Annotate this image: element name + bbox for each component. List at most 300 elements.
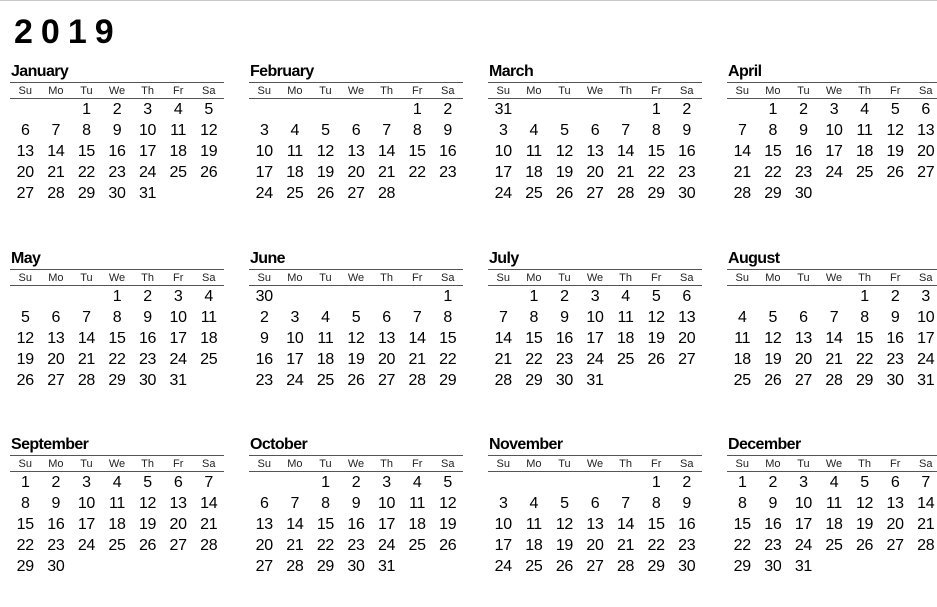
day-cell: 27 [169,537,187,554]
weekday-label: Mo [765,457,781,470]
day-cell: 14 [494,330,512,347]
day-cell: 6 [173,474,183,491]
weekday-label: We [825,271,843,284]
day-cell: 30 [555,372,574,389]
day-cell [549,472,580,493]
day-cell: 26 [138,537,157,554]
weekday-label: Sa [680,84,694,97]
day-cell: 6 [682,288,691,305]
day-cell: 14 [200,495,218,512]
day-cell: 6 [590,122,600,139]
day-cell: 5 [443,474,452,491]
day-cell: 31 [917,372,935,389]
weekday-label: Fr [889,457,901,470]
day-cell: 2 [768,474,778,491]
day-cell: 18 [525,164,543,181]
weekday-label: Mo [526,457,542,470]
month-october [249,435,463,577]
day-cell: 8 [112,309,122,326]
day-cell: 5 [204,101,213,118]
day-cell: 14 [616,516,635,533]
day-cell: 30 [255,288,273,305]
day-cell [880,183,911,204]
day-cell: 13 [377,330,396,347]
day-cell: 21 [733,164,751,181]
day-cell: 20 [586,537,604,554]
day-cell: 17 [169,330,187,347]
day-cell [10,99,41,120]
weekday-label: Th [619,271,633,284]
day-cell: 22 [77,164,96,181]
day-cell: 23 [138,351,157,368]
day-cell: 11 [286,143,303,160]
day-cell: 10 [255,143,273,160]
day-cell [71,286,102,307]
day-cell: 19 [347,351,365,368]
day-cell: 24 [138,164,157,181]
day-cell: 4 [529,495,539,512]
weekday-label: Sa [680,457,694,470]
day-cell: 29 [108,372,126,389]
day-cell: 8 [443,309,452,326]
month-name: October [250,436,308,453]
day-cell: 30 [678,558,696,575]
day-cell: 29 [855,372,874,389]
day-cell: 29 [647,558,665,575]
month-march [488,62,702,204]
day-cell [819,286,850,307]
day-cell: 2 [259,309,269,326]
day-cell [880,556,911,577]
day-cell: 20 [255,537,273,554]
day-cell: 10 [825,122,843,139]
day-cell: 11 [317,330,334,347]
day-grid [488,99,702,204]
day-cell [193,370,224,391]
day-cell: 3 [173,288,183,305]
day-cell: 27 [347,185,365,202]
day-cell: 6 [382,309,391,326]
day-cell: 2 [682,101,691,118]
day-cell: 16 [794,143,813,160]
weekday-label: Tu [80,457,93,470]
day-cell: 4 [829,474,839,491]
day-cell: 15 [733,516,751,533]
day-cell: 29 [764,185,782,202]
month-name: September [11,436,89,453]
weekday-label: Sa [202,457,216,470]
day-cell: 8 [82,122,91,139]
day-cell [341,286,372,307]
day-cell: 17 [255,164,273,181]
month-name: November [489,436,563,453]
day-cell: 9 [112,122,122,139]
weekday-label: Tu [80,84,93,97]
day-cell: 22 [525,351,543,368]
day-cell: 11 [525,516,542,533]
day-cell: 26 [886,164,904,181]
day-cell: 21 [408,351,426,368]
day-cell: 2 [560,288,569,305]
weekday-label: We [108,84,126,97]
day-cell: 7 [621,495,630,512]
month-name: January [11,63,69,80]
weekday-label: Th [619,457,633,470]
day-cell: 15 [439,330,457,347]
day-cell: 22 [408,164,426,181]
day-cell: 6 [51,309,61,326]
day-grid [249,99,463,204]
day-cell: 23 [47,537,65,554]
day-cell: 28 [494,372,512,389]
day-cell: 21 [286,537,304,554]
day-cell: 7 [412,309,422,326]
day-cell: 13 [255,516,273,533]
day-cell: 7 [382,122,391,139]
day-cell [41,286,72,307]
day-cell: 25 [855,164,874,181]
day-cell: 23 [555,351,574,368]
day-cell: 18 [200,330,218,347]
day-cell: 30 [108,185,126,202]
day-cell: 20 [794,351,813,368]
day-cell: 28 [408,372,426,389]
month-name: July [489,250,519,267]
weekday-label: Mo [287,84,303,97]
day-cell [610,99,641,120]
day-cell [910,183,937,204]
day-cell: 16 [347,516,365,533]
day-cell: 10 [138,122,157,139]
day-cell [249,99,280,120]
day-cell: 7 [51,122,61,139]
weekday-label: Sa [919,271,933,284]
day-cell: 3 [498,495,508,512]
day-cell: 11 [617,309,634,326]
weekday-label: Th [858,457,872,470]
month-january [10,62,224,204]
day-cell: 3 [143,101,152,118]
day-cell: 24 [77,537,96,554]
weekday-label: Th [141,457,155,470]
day-cell: 17 [377,516,396,533]
day-cell: 9 [560,309,569,326]
day-cell: 14 [47,143,65,160]
day-cell: 8 [737,495,747,512]
month-name: June [250,250,285,267]
month-july [488,249,702,391]
month-november [488,435,702,577]
day-grid [727,99,937,204]
day-cell: 29 [733,558,751,575]
weekday-label: Sa [441,84,455,97]
day-cell: 27 [586,558,604,575]
day-cell: 3 [82,474,91,491]
day-cell [610,472,641,493]
day-cell: 23 [886,351,904,368]
day-cell: 6 [921,101,930,118]
weekday-label: Mo [48,271,64,284]
day-cell: 17 [494,537,512,554]
weekday-label: Th [858,271,872,284]
day-cell: 30 [678,185,696,202]
day-cell: 2 [443,101,452,118]
day-cell: 11 [856,122,873,139]
day-cell: 19 [886,143,904,160]
day-cell: 6 [799,309,808,326]
weekday-label: Fr [172,84,184,97]
weekday-label: Mo [526,271,542,284]
day-cell: 4 [529,122,539,139]
day-cell: 17 [138,143,157,160]
day-cell [371,286,402,307]
day-cell: 26 [764,372,782,389]
day-cell: 8 [321,495,330,512]
day-cell [310,99,341,120]
day-cell [580,99,611,120]
day-cell: 10 [169,309,187,326]
weekday-label: Th [380,271,394,284]
weekday-label: Sa [919,457,933,470]
weekday-label: Tu [558,84,571,97]
day-cell: 28 [47,185,65,202]
weekday-label: Mo [287,457,303,470]
day-cell [519,99,550,120]
month-name: February [250,63,314,80]
day-cell: 6 [259,495,269,512]
day-cell [788,286,819,307]
weekday-label: Su [257,84,272,97]
day-cell: 10 [494,143,512,160]
day-cell: 12 [855,495,874,512]
weekday-header [727,269,937,286]
day-cell: 14 [733,143,751,160]
day-cell: 12 [439,495,457,512]
day-cell: 1 [20,474,30,491]
day-cell: 19 [764,351,782,368]
weekday-label: Tu [797,457,810,470]
weekday-label: Su [18,457,33,470]
day-cell: 25 [169,164,187,181]
day-cell: 22 [108,351,126,368]
day-cell [371,99,402,120]
day-cell: 12 [764,330,782,347]
day-cell: 18 [316,351,335,368]
day-cell [849,183,880,204]
day-cell: 14 [825,330,843,347]
day-cell: 24 [825,164,843,181]
top-border [0,0,937,1]
day-cell: 15 [764,143,782,160]
day-cell: 24 [917,351,935,368]
day-cell: 20 [886,516,904,533]
weekday-header [10,455,224,472]
day-cell: 13 [16,143,34,160]
day-cell: 8 [768,122,778,139]
day-cell: 6 [20,122,30,139]
day-cell: 23 [678,164,696,181]
day-cell: 1 [768,101,778,118]
day-cell: 2 [351,474,361,491]
weekday-label: Fr [411,84,423,97]
weekday-label: Fr [411,457,423,470]
day-cell: 13 [794,330,813,347]
day-cell: 13 [586,516,604,533]
day-cell: 17 [794,516,813,533]
weekday-label: We [825,457,843,470]
day-cell: 5 [351,309,361,326]
day-grid [488,286,702,391]
day-cell: 19 [555,164,574,181]
day-cell: 19 [200,143,218,160]
day-cell: 18 [408,516,426,533]
weekday-label: Tu [319,84,332,97]
day-cell: 12 [200,122,218,139]
day-cell: 31 [169,372,187,389]
day-cell: 5 [768,309,778,326]
day-cell [280,286,311,307]
day-cell: 20 [586,164,604,181]
weekday-label: Su [735,457,750,470]
day-cell [163,556,194,577]
day-cell: 30 [347,558,365,575]
weekday-label: Fr [889,271,901,284]
day-cell [163,183,194,204]
day-cell: 30 [794,185,813,202]
day-cell: 23 [678,537,696,554]
day-grid [249,472,463,577]
day-cell: 24 [794,537,813,554]
day-cell: 2 [799,101,808,118]
day-cell: 5 [143,474,152,491]
day-cell: 14 [917,495,935,512]
day-cell: 12 [316,143,335,160]
day-cell: 8 [860,309,869,326]
day-cell [488,472,519,493]
day-cell: 9 [890,309,900,326]
day-cell: 8 [412,122,422,139]
day-cell: 10 [377,495,396,512]
day-cell [102,556,133,577]
day-cell: 11 [108,495,125,512]
day-cell: 19 [138,516,157,533]
weekday-label: Sa [202,84,216,97]
weekday-header [727,82,937,99]
weekday-label: Mo [48,84,64,97]
day-cell: 15 [77,143,96,160]
day-cell: 27 [377,372,396,389]
month-june [249,249,463,391]
day-cell: 18 [108,516,126,533]
weekday-label: Tu [558,457,571,470]
weekday-label: Su [496,457,511,470]
day-grid [249,286,463,391]
day-cell: 24 [494,558,512,575]
month-name: August [728,250,780,267]
day-grid [10,286,224,391]
day-cell: 28 [825,372,843,389]
day-cell: 4 [321,309,330,326]
day-cell: 29 [647,185,665,202]
weekday-label: Fr [411,271,423,284]
day-cell: 21 [494,351,512,368]
day-cell: 27 [917,164,935,181]
day-cell: 22 [733,537,751,554]
day-cell [280,472,311,493]
day-cell: 21 [616,537,635,554]
day-cell: 27 [16,185,34,202]
day-cell: 12 [16,330,34,347]
day-cell: 4 [112,474,122,491]
day-cell: 23 [347,537,365,554]
day-cell: 5 [890,101,900,118]
day-cell: 22 [316,537,335,554]
weekday-header [10,82,224,99]
day-cell: 25 [108,537,126,554]
day-cell: 13 [886,495,904,512]
day-cell: 20 [16,164,34,181]
day-cell: 27 [47,372,65,389]
day-cell: 16 [255,351,273,368]
day-cell: 1 [321,474,330,491]
day-cell: 1 [443,288,452,305]
weekday-label: Th [141,84,155,97]
day-cell: 27 [886,537,904,554]
weekday-label: Su [257,271,272,284]
day-cell [910,556,937,577]
month-december [727,435,937,577]
weekday-label: Mo [48,457,64,470]
day-cell: 17 [586,330,604,347]
weekday-label: Th [380,457,394,470]
day-cell: 18 [855,143,874,160]
day-cell: 5 [560,122,569,139]
day-grid [10,472,224,577]
day-cell: 6 [351,122,361,139]
day-cell: 4 [412,474,422,491]
weekday-label: We [347,457,365,470]
weekday-label: Fr [889,84,901,97]
day-cell: 20 [377,351,396,368]
day-cell: 15 [647,143,665,160]
weekday-label: Su [735,271,750,284]
day-cell: 16 [555,330,574,347]
day-cell: 12 [647,309,665,326]
day-cell: 17 [825,143,843,160]
weekday-label: Th [141,271,155,284]
day-cell: 3 [921,288,930,305]
month-september [10,435,224,577]
day-cell: 5 [651,288,661,305]
day-cell: 26 [347,372,365,389]
day-cell: 7 [204,474,213,491]
day-cell: 13 [678,309,696,326]
weekday-label: Fr [650,84,662,97]
day-cell: 13 [917,122,935,139]
day-cell: 26 [16,372,34,389]
day-cell [580,472,611,493]
day-cell: 21 [77,351,96,368]
day-cell [432,556,463,577]
day-cell: 24 [255,185,273,202]
day-cell: 3 [498,122,508,139]
day-cell: 2 [112,101,122,118]
day-cell: 24 [377,537,396,554]
day-cell: 26 [555,185,574,202]
day-cell: 8 [529,309,539,326]
day-cell: 11 [734,330,751,347]
day-cell: 30 [138,372,157,389]
